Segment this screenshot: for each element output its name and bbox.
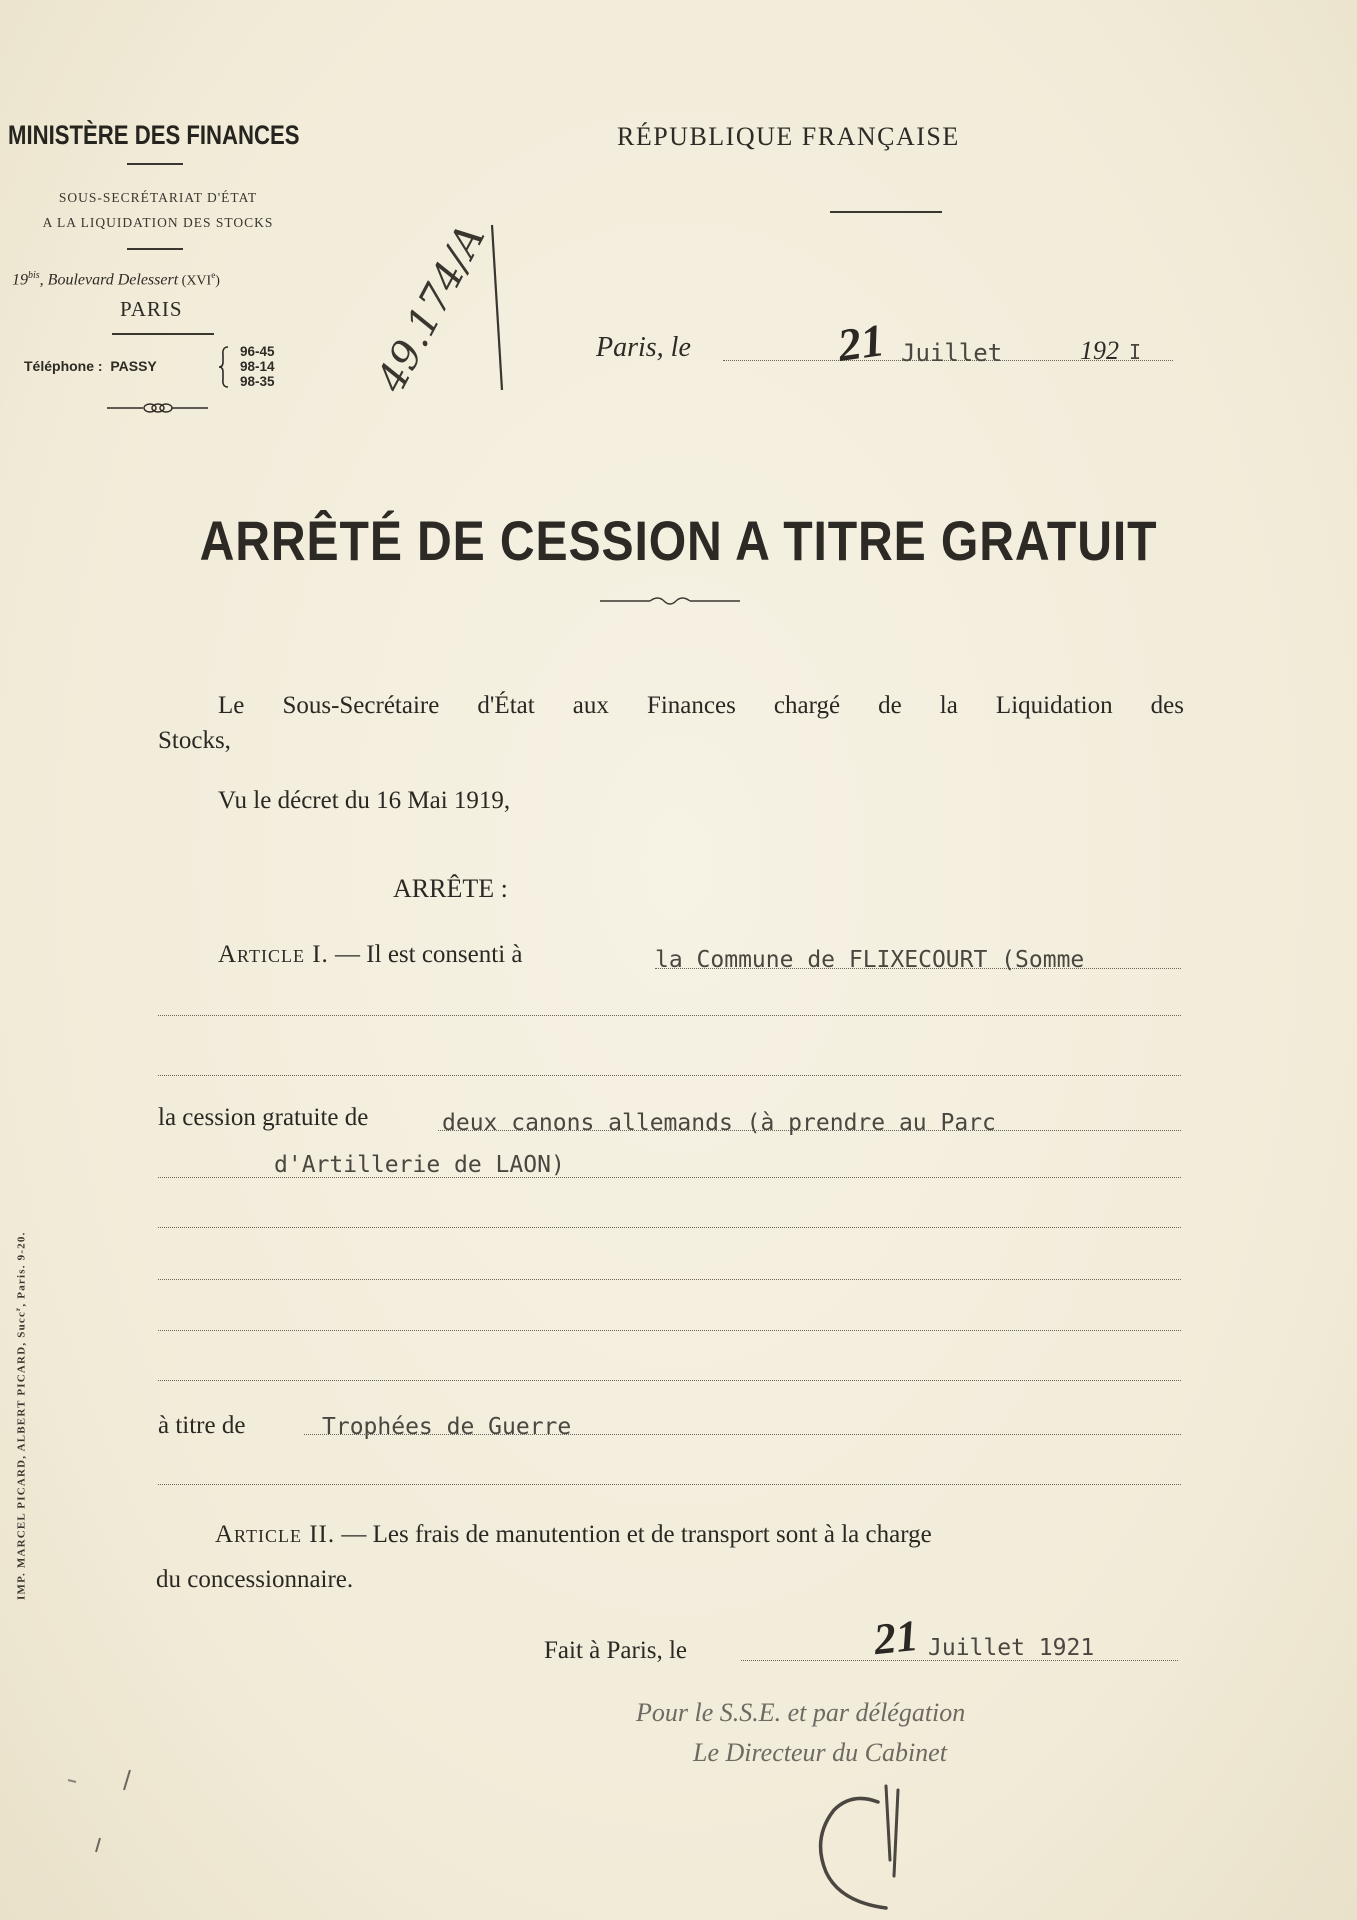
ornament-icon	[105, 400, 210, 416]
dotted-line	[158, 1177, 1181, 1178]
dotted-line	[158, 1015, 1181, 1016]
fait-prefix: Fait à Paris, le	[544, 1637, 688, 1664]
typed-month: Juillet	[901, 339, 1003, 367]
printed-year: 192 I	[1080, 336, 1142, 365]
republic-heading: RÉPUBLIQUE FRANÇAISE	[617, 122, 960, 151]
dotted-line	[158, 1330, 1181, 1331]
document-title: ARRÊTÉ DE CESSION A TITRE GRATUIT	[199, 509, 1158, 572]
phone-number: 98-35	[240, 374, 275, 389]
article2-line2: du concessionnaire.	[156, 1566, 354, 1593]
divider	[127, 248, 183, 250]
subsecretariat-line2: A LA LIQUIDATION DES STOCKS	[42, 215, 274, 230]
ministry-title: MINISTÈRE DES FINANCES	[8, 120, 300, 150]
typed-purpose: Trophées de Guerre	[322, 1414, 572, 1440]
divider	[830, 211, 942, 213]
divider	[112, 333, 214, 335]
typed-beneficiary: la Commune de FLIXECOURT (Somme	[655, 947, 1085, 973]
brace-icon	[218, 345, 232, 389]
cession-label: la cession gratuite de	[158, 1104, 369, 1131]
handwritten-reference	[368, 217, 550, 420]
paper-marks	[60, 1760, 140, 1860]
delegation-line1: Pour le S.S.E. et par délégation	[636, 1698, 966, 1727]
typed-items-line1: deux canons allemands (à prendre au Parc	[442, 1110, 996, 1136]
arrete-heading: ARRÊTE :	[393, 874, 508, 903]
phone-number: 98-14	[240, 359, 275, 374]
dotted-line	[158, 1380, 1181, 1381]
article2-line1: Article II. — Les frais de manutention et de transport sont à la charge	[215, 1521, 932, 1548]
phone-label: Téléphone : PASSY	[24, 358, 157, 374]
delegation-line2: Le Directeur du Cabinet	[693, 1738, 947, 1767]
subsecretariat-line1: SOUS-SECRÉTARIAT D'ÉTAT	[58, 190, 258, 205]
typed-date: Juillet 1921	[928, 1635, 1095, 1661]
signature	[800, 1780, 940, 1920]
intro-line1: Le Sous-Secrétaire d'État aux Finances chargé de la Liquidation des	[218, 692, 1184, 719]
printer-imprint: IMP. MARCEL PICARD, ALBERT PICARD, Succ$^r$, Paris. 9-20.	[14, 1231, 28, 1600]
dotted-line	[158, 1279, 1181, 1280]
handwritten-day: 21	[834, 314, 888, 371]
dotted-line	[158, 1075, 1181, 1076]
svg-text:49.174/A: 49.174/A	[368, 217, 495, 400]
city-name: PARIS	[120, 297, 183, 321]
date-prefix: Paris, le	[596, 332, 691, 363]
title-ornament-icon	[598, 592, 742, 608]
divider	[127, 163, 183, 165]
titre-label: à titre de	[158, 1412, 246, 1439]
phone-number: 96-45	[240, 344, 275, 359]
address: $19^{bis}$, Boulevard Delessert (XVIe)	[12, 270, 220, 289]
decree-line: Vu le décret du 16 Mai 1919,	[218, 787, 511, 814]
dotted-line	[158, 1227, 1181, 1228]
phone-numbers	[240, 344, 275, 389]
article1-line: Article I. — Il est consenti à	[218, 941, 523, 968]
intro-line2: Stocks,	[158, 727, 231, 754]
handwritten-day: 21	[871, 1610, 921, 1665]
typed-items-line2: d'Artillerie de LAON)	[274, 1152, 565, 1178]
dotted-line	[158, 1484, 1181, 1485]
